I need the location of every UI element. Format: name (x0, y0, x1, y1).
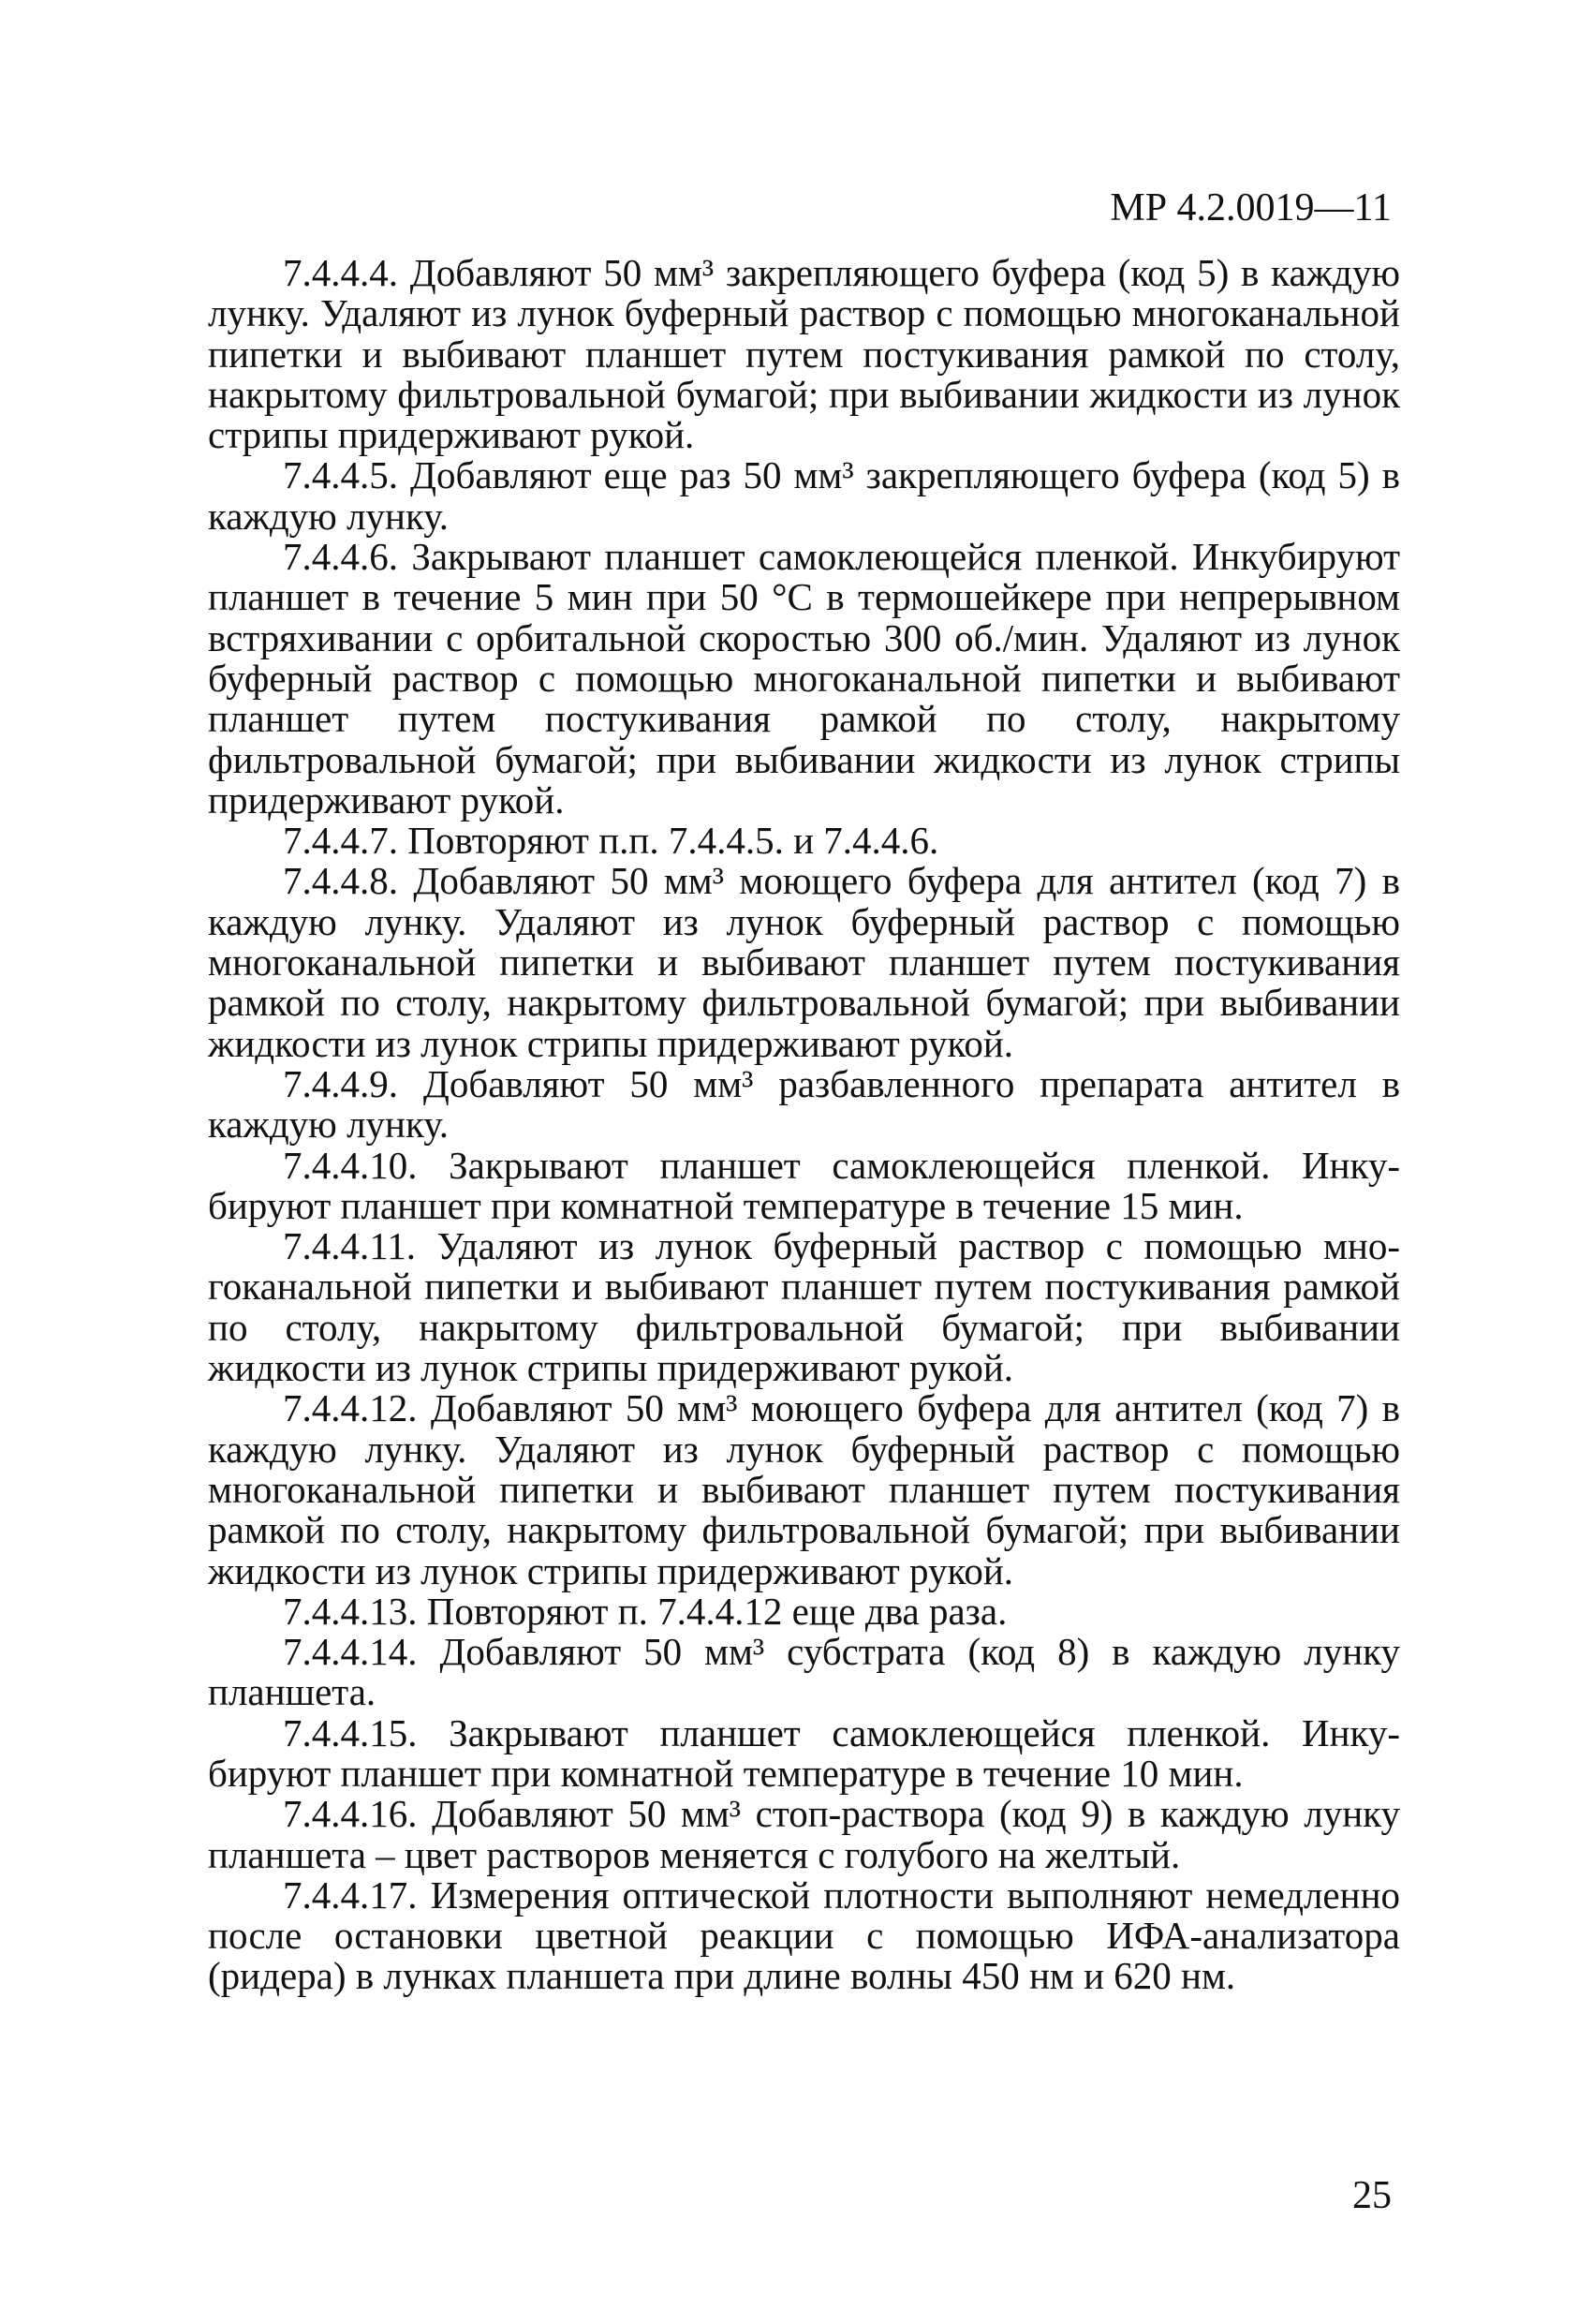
paragraph-7-4-4-7 (208, 821, 1400, 861)
paragraph-text: Закрывают планшет самоклеющейся пленкой. Инкубируют планшет при комнатной температуре в течение 15 мин. (208, 1143, 1400, 1227)
paragraph-7-4-4-13 (208, 1591, 1400, 1632)
paragraph-text: Повторяют п.п. 7.4.4.5. и 7.4.4.6. (407, 819, 939, 863)
paragraph-7-4-4-11 (208, 1226, 1400, 1388)
paragraph-text: Добавляют еще раз 50 мм³ закрепляющего буфера (код 5) в каждую лунку. (208, 453, 1400, 538)
paragraph-number: 7.4.4.15. (283, 1710, 418, 1754)
paragraph-number: 7.4.4.11. (283, 1224, 416, 1268)
paragraph-7-4-4-16 (208, 1794, 1400, 1875)
paragraph-7-4-4-15 (208, 1710, 1400, 1795)
paragraph-text: Закрывают планшет самоклеющейся пленкой. Инкубируют планшет в течение 5 мин при 50 °С в термошейкере при непрерывном встряхивании с орбитальной скоростью 300 об./мин. Удаляют из лунок буферный раствор с помощью многоканальной пипетки и выбивают планшет путем постукивания рамкой по столу, накрытому фильтровальной бумагой; при выбивании жидкости из лунок стрипы придерживают рукой. (208, 535, 1400, 822)
paragraph-7-4-4-4 (208, 253, 1400, 455)
paragraph-7-4-4-12 (208, 1388, 1400, 1591)
document-body (208, 253, 1400, 1997)
paragraph-7-4-4-14 (208, 1632, 1400, 1713)
paragraph-text: Добавляют 50 мм³ моющего буфера для антител (код 7) в каждую лунку. Удаляют из лунок буферный раствор с помощью многоканальной пипетки и выбивают планшет путем постукивания рамкой по столу, накрытому фильтровальной бумагой; при выбивании жидкости из лунок стрипы придерживают рукой. (208, 859, 1400, 1065)
paragraph-number: 7.4.4.8. (283, 859, 398, 903)
paragraph-text: Измерения оптической плотности выполняют немедленно после остановки цветной реакции с помощью ИФА-анализатора (ридера) в лунках планшета при длине волны 450 нм и 620 нм. (208, 1873, 1401, 1998)
paragraph-7-4-4-5 (208, 455, 1400, 537)
paragraph-number: 7.4.4.4. (283, 251, 398, 294)
paragraph-7-4-4-10 (208, 1143, 1400, 1227)
paragraph-number: 7.4.4.17. (283, 1873, 418, 1917)
paragraph-text: Добавляют 50 мм³ закрепляющего буфера (код 5) в каждую лунку. Удаляют из лунок буферный раствор с помощью многоканальной пипетки и выбивают планшет путем постукивания рамкой по столу, накрытому фильтровальной бумагой; при выбивании жидкости из лунок стрипы придерживают рукой. (208, 251, 1400, 457)
paragraph-number: 7.4.4.14. (283, 1630, 418, 1674)
paragraph-number: 7.4.4.5. (283, 453, 398, 497)
paragraph-number: 7.4.4.9. (283, 1061, 398, 1105)
paragraph-number: 7.4.4.12. (283, 1386, 418, 1430)
paragraph-number: 7.4.4.7. (283, 819, 398, 863)
paragraph-text: Закрывают планшет самоклеющейся пленкой. Инкубируют планшет при комнатной температуре в течение 10 мин. (208, 1710, 1400, 1795)
document-code-header: МР 4.2.0019—11 (1110, 186, 1392, 229)
paragraph-7-4-4-8 (208, 861, 1400, 1063)
paragraph-7-4-4-17 (208, 1875, 1400, 1997)
paragraph-text: Добавляют 50 мм³ моющего буфера для антител (код 7) в каждую лунку. Удаляют из лунок буферный раствор с помощью многоканальной пипетки и выбивают планшет путем постукивания рамкой по столу, накрытому фильтровальной бумагой; при выбивании жидкости из лунок стрипы придерживают рукой. (208, 1386, 1401, 1592)
paragraph-text: Добавляют 50 мм³ стоп-раствора (код 9) в каждую лунку планшета – цвет растворов меняется с голубого на желтый. (208, 1792, 1400, 1876)
paragraph-number: 7.4.4.6. (283, 535, 398, 579)
paragraph-number: 7.4.4.10. (283, 1143, 418, 1187)
paragraph-text: Повторяют п. 7.4.4.12 еще два раза. (426, 1589, 1008, 1633)
paragraph-text: Добавляют 50 мм³ разбавленного препарата антител в каждую лунку. (208, 1061, 1401, 1147)
paragraph-number: 7.4.4.16. (283, 1792, 418, 1836)
paragraph-7-4-4-9 (208, 1061, 1401, 1147)
paragraph-number: 7.4.4.13. (283, 1589, 418, 1633)
paragraph-7-4-4-6 (208, 537, 1400, 821)
paragraph-text: Удаляют из лунок буферный раствор с помощью многоканальной пипетки и выбивают планшет путем постукивания рамкой по столу, накрытому фильтровальной бумагой; при выбивании жидкости из лунок стрипы придерживают рукой. (208, 1224, 1401, 1390)
paragraph-text: Добавляют 50 мм³ субстрата (код 8) в каждую лунку планшета. (208, 1630, 1400, 1714)
page-number: 25 (1352, 2174, 1392, 2217)
